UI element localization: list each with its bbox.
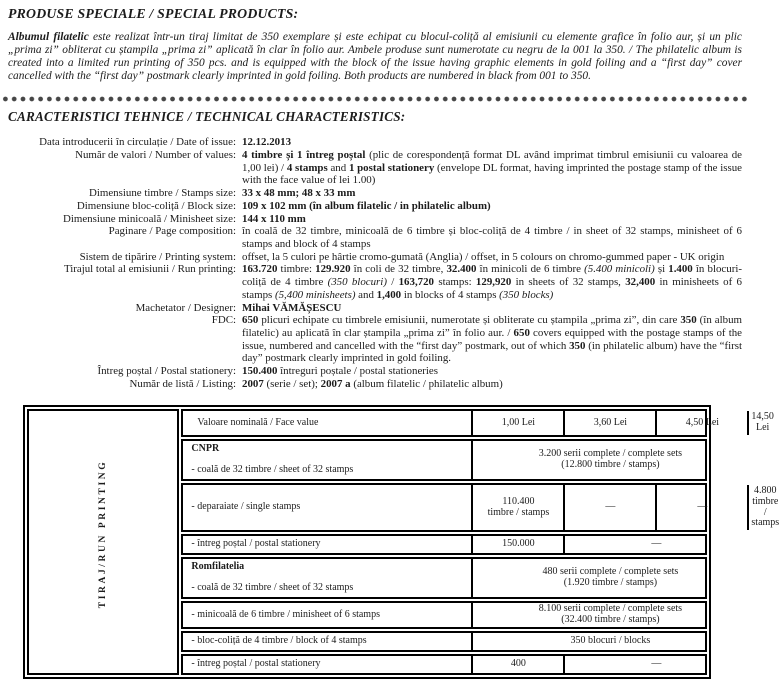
detail-value: [242, 263, 742, 301]
table-side-label: TIRAJ/RUN PRINTING: [98, 459, 109, 609]
table-cell: [471, 485, 563, 530]
detail-value: [242, 225, 742, 250]
detail-value: [242, 200, 742, 213]
detail-value-segment: întreguri poștale / postal stationeries: [277, 365, 439, 378]
table-cell: [471, 441, 747, 479]
table-row: [181, 557, 707, 599]
table-rows: [181, 409, 780, 674]
table-side-column: [27, 409, 179, 674]
detail-value-segment: 129,920: [475, 276, 512, 289]
detail-value-segment: (350 blocks): [499, 288, 554, 301]
detail-value-segment: (plic de corespondență format DL având imprimat timbrul emisiunii cu valoarea de 1,00 lei) /: [242, 149, 743, 174]
details-list: [8, 136, 742, 390]
column-header: 14,50 Lei: [747, 411, 776, 435]
detail-label: Data introducerii în circulație / Date of issue:: [39, 136, 236, 149]
column-header: 1,00 Lei: [471, 411, 563, 435]
detail-label: FDC:: [211, 314, 236, 327]
table-cell: [563, 656, 747, 673]
intro-text: este realizat într-un tiraj limitat de 350 exemplare și este echipat cu blocul-coliță al emisiunii cu elemente grafice în folio aur, și un plic „prima zi” obliterat cu ștampila „prima zi” aplicată în clar în folio aur. Ambele produse sunt numerotate cu negru de la 001 la 350. / The philatelic album is created into a limited run printing of 350 pcs. and is equipped with the block of the issue having graphic elements in gold foiling and a “first day” cover cancelled with the “first day” postmark clearly imprinted in gold foiling. Both products are numbered in black from 001 to 350.: [8, 31, 742, 83]
detail-row: [8, 365, 742, 378]
detail-value-segment: și: [654, 263, 669, 276]
detail-value-segment: stamps:: [434, 276, 476, 289]
detail-value-segment: and: [327, 161, 349, 174]
detail-row: [8, 200, 742, 213]
detail-label: Întreg poștal / Postal stationery:: [97, 365, 236, 378]
column-header: 4,50 Lei: [655, 411, 747, 435]
detail-value: [242, 187, 742, 200]
detail-value-segment: 109 x 102 mm (în album filatelic / in philatelic album): [242, 199, 491, 212]
detail-label: Paginare / Page composition:: [108, 225, 236, 238]
face-value-header: Valoare nominală / Face value: [197, 416, 319, 428]
detail-value: [242, 302, 742, 315]
detail-value-segment: 129.920: [315, 263, 351, 276]
detail-value-segment: 1.400: [668, 263, 693, 276]
detail-value-segment: 2007 a: [320, 377, 351, 390]
table-cell-line: 4.800: [754, 485, 777, 497]
detail-value-segment: 150.400: [242, 365, 278, 378]
table-cell: [471, 603, 747, 627]
detail-value: [242, 213, 742, 226]
detail-value-segment: timbre:: [277, 263, 316, 276]
detail-value-segment: (serie / set);: [263, 377, 321, 390]
detail-row: [8, 149, 742, 187]
table-row-label: - întreg poștal / postal stationery: [191, 538, 321, 550]
detail-value-segment: 4 timbre și 1 întreg poștal: [242, 149, 366, 162]
table-cell-line: (12.800 timbre / stamps): [561, 459, 660, 471]
detail-label: Dimensiune minicoală / Minisheet size:: [62, 212, 236, 225]
detail-value-segment: Mihai VĂMĂȘESCU: [242, 301, 342, 314]
table-row-label: - bloc-coliță de 4 timbre / block of 4 stamps: [191, 634, 367, 646]
table-cell-line: (32.400 timbre / stamps): [561, 614, 660, 626]
detail-value-segment: în minicoli de 6 timbre: [476, 263, 585, 276]
detail-value-segment: în coală de 32 timbre, minicoală de 6 timbre și bloc-coliță de 4 timbre / in sheet of 32 stamps, minisheet of 6 stamps and block of 4 stamps: [242, 225, 742, 250]
detail-label: Tirajul total al emisiunii / Run printing:: [63, 263, 236, 276]
detail-value-segment: (envelope DL format, having imprinted the postage stamp of the issue with the face value of lei 1.00): [242, 161, 743, 187]
detail-value-segment: (350 blocuri): [327, 276, 387, 289]
detail-value-segment: 32.400: [446, 263, 477, 276]
detail-value: [242, 378, 742, 391]
detail-label: Sistem de tipărire / Printing system:: [79, 250, 236, 263]
detail-value-segment: (în album filatelic) au aplicată în clar ștampila „prima zi” în folio aur. /: [242, 314, 742, 339]
detail-value-segment: 32,400: [625, 276, 656, 289]
detail-value-segment: 163.720: [242, 263, 278, 276]
detail-value-segment: 1 postal stationery: [348, 161, 435, 174]
detail-value-segment: 163,720: [398, 276, 435, 289]
table-row-label: [183, 441, 471, 479]
detail-value: [242, 149, 742, 187]
detail-row: [8, 302, 742, 315]
detail-value-segment: (album filatelic / philatelic album): [350, 377, 503, 390]
detail-label: Dimensiune bloc-coliță / Block size:: [76, 199, 236, 212]
detail-row: [8, 314, 742, 365]
table-cell-line: 8.100 serii complete / complete sets: [538, 603, 683, 615]
detail-row: [8, 251, 742, 264]
detail-value: [242, 251, 742, 264]
detail-value-segment: în coli de 32 timbre,: [350, 263, 447, 276]
table-row: [181, 483, 780, 532]
table-cell-line: (1.920 timbre / stamps): [563, 577, 658, 589]
detail-value: [242, 314, 742, 365]
table-cell: [471, 536, 563, 553]
table-cell-line: —: [697, 501, 708, 513]
detail-value-segment: and: [355, 288, 377, 301]
table-row-sublabel: - coală de 32 timbre / sheet of 32 stamps: [191, 582, 354, 594]
table-cell: [563, 485, 655, 530]
page-title: PRODUSE SPECIALE / SPECIAL PRODUCTS:: [8, 6, 299, 21]
detail-value: [242, 136, 742, 149]
detail-value-segment: 144 x 110 mm: [242, 212, 306, 225]
detail-value-segment: 12.12.2013: [242, 136, 292, 149]
table-row: [181, 631, 707, 652]
detail-row: [8, 225, 742, 250]
table-row-label: [183, 559, 471, 597]
detail-row: [8, 213, 742, 226]
detail-value-segment: 4 stamps: [286, 161, 328, 174]
table-row: [181, 534, 707, 555]
detail-value-segment: 350: [680, 314, 697, 327]
table-cell-line: timbre / stamps: [487, 506, 550, 518]
table-group-name: Romfilatelia: [191, 561, 245, 573]
detail-value-segment: /: [386, 276, 399, 289]
detail-value-segment: in sheets of 32 stamps,: [511, 276, 626, 289]
detail-row: [8, 136, 742, 149]
detail-value-segment: offset, la 5 culori pe hârtie cromo-gumată (Anglia) / offset, in 5 colours on chromo-gummed paper - UK origin: [242, 250, 725, 263]
table-cell-line: —: [605, 501, 616, 513]
detail-value-segment: in minisheets of 6 stamps: [242, 276, 742, 301]
table-group-name: CNPR: [191, 443, 220, 455]
table-cell-line: —: [651, 538, 662, 550]
column-header: 3,60 Lei: [563, 411, 655, 435]
table-cell-line: 150.000: [502, 538, 535, 550]
detail-value-segment: 1,400: [376, 288, 402, 301]
table-cell-line: 3.200 serii complete / complete sets: [538, 448, 683, 460]
table-row-sublabel: - coală de 32 timbre / sheet of 32 stamps: [191, 464, 354, 476]
detail-value-segment: 650: [242, 314, 259, 327]
table-row: [181, 654, 707, 675]
table-cell: [563, 536, 747, 553]
detail-row: [8, 378, 742, 391]
detail-value-segment: (5,400 minisheets): [274, 288, 356, 301]
detail-row: [8, 187, 742, 200]
table-cell-line: 480 serii complete / complete sets: [542, 566, 679, 578]
print-run-table: [23, 405, 780, 678]
table-cell: [471, 559, 747, 597]
detail-value-segment: in blocks of 4 stamps: [401, 288, 500, 301]
table-row-label: - întreg poștal / postal stationery: [191, 657, 321, 669]
dotted-divider: [0, 96, 750, 102]
detail-value-segment: 650: [513, 326, 530, 339]
intro-lead: Albumul filatelic: [8, 31, 89, 43]
table-row-label: - deparaiate / single stamps: [191, 501, 301, 513]
detail-value-segment: plicuri echipate cu timbrele emisiunii, numerotate și obliterate cu ștampila „prima zi”, din care: [258, 314, 681, 327]
table-row-label: - minicoală de 6 timbre / minisheet of 6 stamps: [191, 608, 380, 620]
table-cell: [655, 485, 747, 530]
detail-row: [8, 263, 742, 301]
table-row: [181, 439, 707, 481]
detail-value: [242, 365, 742, 378]
detail-value-segment: în blocuri-coliță de 4 timbre: [242, 263, 742, 289]
table-cell-line: timbre / stamps: [751, 495, 780, 529]
table-cell: [747, 485, 781, 530]
detail-label: Număr de listă / Listing:: [129, 377, 236, 390]
table-cell-line: —: [651, 657, 662, 669]
detail-value-segment: (5.400 minicoli): [584, 263, 655, 276]
table-cell-line: 350 blocuri / blocks: [570, 634, 651, 646]
detail-label: Machetator / Designer:: [135, 301, 236, 314]
table-cell-line: 400: [510, 657, 526, 669]
section-title: CARACTERISTICI TEHNICE / TECHNICAL CHARACTERISTICS:: [8, 109, 406, 125]
table-header-row: [181, 409, 774, 437]
detail-label: Dimensiune timbre / Stamps size:: [88, 187, 236, 200]
table-row: [181, 601, 707, 629]
detail-value-segment: 33 x 48 mm; 48 x 33 mm: [242, 187, 356, 200]
table-cell-line: 110.400: [502, 495, 535, 507]
detail-value-segment: 350: [569, 339, 586, 352]
detail-value-segment: covers equipped with the postage stamps of the issue, numbered and cancelled with the “first day” postmark, out of which: [242, 326, 742, 352]
intro-paragraph: [8, 31, 742, 83]
detail-label: Număr de valori / Number of values:: [75, 149, 236, 162]
table-cell: [471, 633, 747, 650]
detail-value-segment: 2007: [242, 377, 264, 390]
detail-value-segment: (in philatelic album) have the “first day” postmark clearly imprinted in gold foiling.: [242, 339, 742, 365]
table-cell: [471, 656, 563, 673]
